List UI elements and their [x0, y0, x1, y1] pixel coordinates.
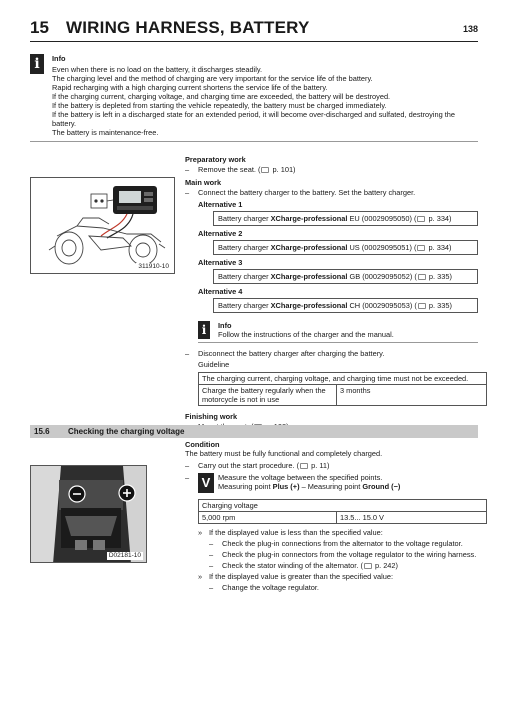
- step-measure-voltage: [185, 473, 478, 495]
- action-check-plugin: – Check the plug-in connections from the alternator to the voltage regulator.: [185, 539, 478, 548]
- table-rpm: 5,000 rpm: [199, 512, 337, 524]
- section-title: Checking the charging voltage: [68, 427, 185, 436]
- alternative-charger: Battery charger XCharge-professional GB (00029095052) ( p. 335): [213, 269, 478, 284]
- preparatory-work-label: Preparatory work: [185, 155, 246, 164]
- charger-info-block: [198, 321, 478, 343]
- figure-code: D02181-10: [108, 552, 141, 560]
- page-ref-icon: [364, 563, 372, 569]
- info-block: [30, 54, 478, 142]
- battery-charger-figure: [30, 177, 175, 274]
- page-header: [30, 14, 478, 42]
- alternative-charger: Battery charger XCharge-professional CH (00029095053) ( p. 335): [213, 298, 478, 313]
- guideline-row-label: Charge the battery regularly when the motorcycle is not in use: [199, 384, 337, 405]
- info-icon: i: [30, 54, 44, 74]
- chapter-title: WIRING HARNESS, BATTERY: [66, 18, 310, 37]
- step-remove-seat: – Remove the seat. ( p. 101): [185, 165, 478, 174]
- alternative-charger: Battery charger XCharge-professional EU (00029095050) ( p. 334): [213, 211, 478, 226]
- measure-icon: – V: [198, 473, 214, 493]
- battery-terminals-figure: [30, 465, 147, 563]
- alternative-label: Alternative 4: [198, 287, 243, 297]
- action-check-connectors: – Check the plug-in connectors from the voltage regulator to the wiring harness.: [185, 550, 478, 559]
- main-work-label: Main work: [185, 178, 222, 188]
- info-line: Rapid recharging with a high charging current shortens the service life of the battery.: [52, 83, 328, 93]
- page-ref-icon: [261, 167, 269, 173]
- page-ref-icon: [418, 303, 426, 309]
- guideline-label: Guideline: [198, 360, 230, 370]
- condition-lower: » If the displayed value is less than the specified value:: [185, 528, 478, 537]
- info-line: If the charging current, charging voltage, and charging time are exceeded, the battery will be destroyed.: [52, 92, 391, 102]
- page-ref-icon: [300, 463, 308, 469]
- info-icon: i: [198, 321, 210, 339]
- battery-terminals-photo: [31, 466, 147, 563]
- chapter-number: 15: [30, 18, 49, 37]
- action-change-regulator: – Change the voltage regulator.: [185, 583, 478, 592]
- measure-line: Measure the voltage between the specified points.: [218, 473, 383, 483]
- step-start-procedure: – Carry out the start procedure. ( p. 11): [185, 461, 478, 470]
- measure-points: Measuring point Plus (+) – Measuring point Ground (−): [218, 482, 401, 492]
- page-ref-icon: [417, 245, 425, 251]
- charger-motorcycle-illustration: [31, 178, 175, 274]
- page-ref-icon: [418, 274, 426, 280]
- guideline-warning: The charging current, charging voltage, and charging time must not be exceeded.: [199, 372, 487, 384]
- info-text: Follow the instructions of the charger and the manual.: [218, 330, 394, 340]
- action-check-stator: – Check the stator winding of the alternator. ( p. 242): [185, 561, 478, 570]
- guideline-row-value: 3 months: [337, 384, 487, 405]
- table-header: Charging voltage: [199, 500, 487, 512]
- finishing-work-label: Finishing work: [185, 411, 238, 421]
- table-voltage-range: 13.5... 15.0 V: [337, 512, 487, 524]
- alternative-label: Alternative 3: [198, 258, 243, 268]
- info-title: Info: [218, 321, 232, 331]
- step-disconnect-charger: – Disconnect the battery charger after charging the battery.: [185, 349, 478, 358]
- section-number: 15.6: [34, 427, 50, 436]
- condition-text: The battery must be fully functional and completely charged.: [185, 449, 383, 459]
- page-number: 138: [462, 24, 478, 34]
- section-heading: [30, 425, 478, 438]
- info-line: Even when there is no load on the battery, it discharges steadily.: [52, 65, 263, 75]
- charging-voltage-table: [198, 499, 487, 524]
- info-line: If the battery is depleted from starting the vehicle repeatedly, the battery must be charged immediately.: [52, 101, 387, 111]
- step-connect-charger: – Connect the battery charger to the battery. Set the battery charger.: [185, 188, 478, 197]
- info-line: If the battery is left in a discharged state for an extended period, it will become over-discharged and sulfated, destroying the battery.: [52, 110, 456, 129]
- condition-higher: » If the displayed value is greater than the specified value:: [185, 572, 478, 581]
- alternative-label: Alternative 2: [198, 229, 243, 239]
- figure-code: 311910-10: [138, 263, 169, 271]
- alternative-charger: Battery charger XCharge-professional US (00029095051) ( p. 334): [213, 240, 478, 255]
- info-title: Info: [52, 54, 66, 63]
- info-line: The charging level and the method of charging are very important for the service life of the battery.: [52, 74, 373, 84]
- condition-label: Condition: [185, 440, 220, 449]
- info-line: The battery is maintenance-free.: [52, 128, 159, 138]
- alternative-label: Alternative 1: [198, 200, 243, 210]
- guideline-table: [198, 372, 487, 406]
- page-ref-icon: [417, 216, 425, 222]
